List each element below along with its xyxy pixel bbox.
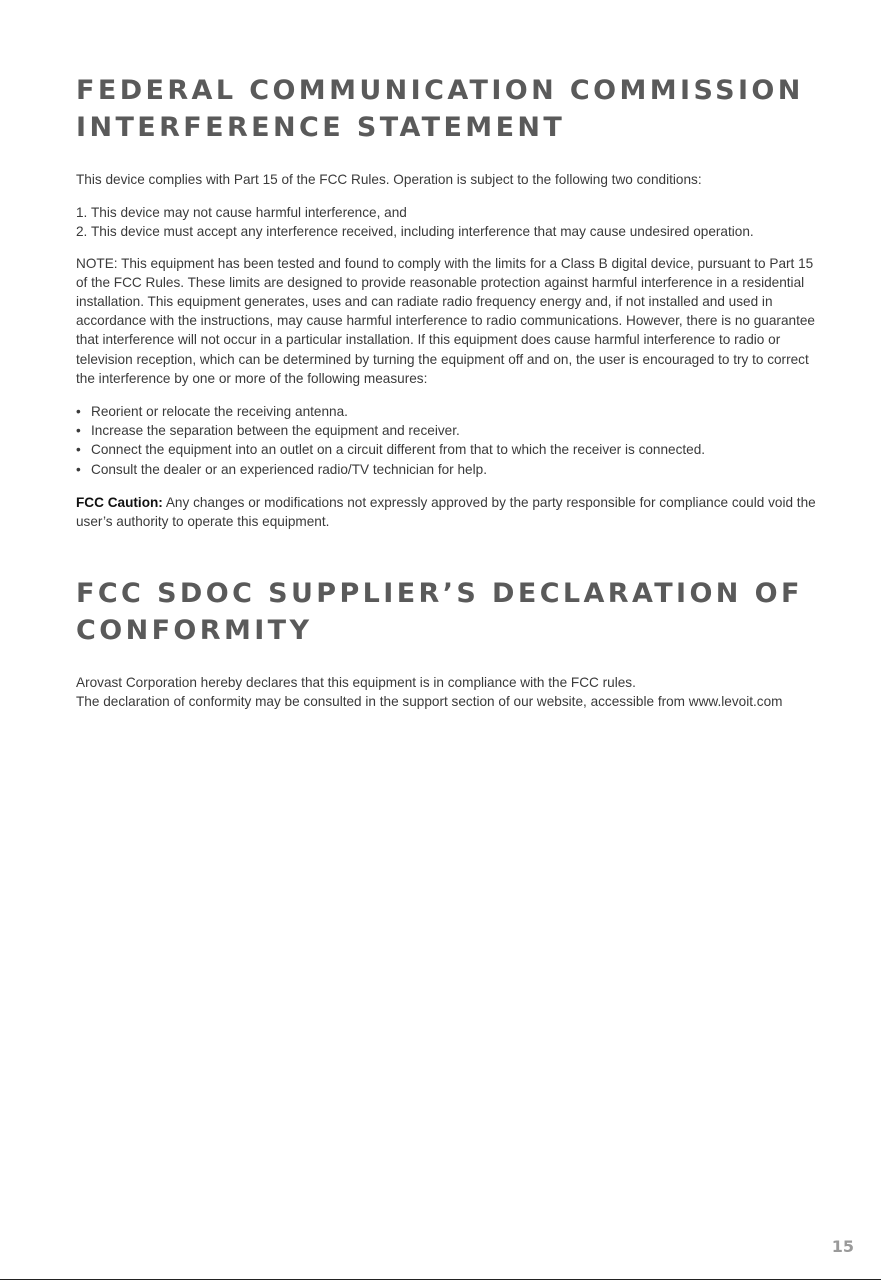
fcc-interference-heading [76, 72, 816, 146]
bullet-icon: • [76, 442, 81, 458]
measure-item [76, 460, 816, 479]
measure-text: Connect the equipment into an outlet on a circuit different from that to which the receiver is connected. [91, 442, 706, 458]
condition-number: 1. [76, 205, 88, 221]
measure-text: Reorient or relocate the receiving antenna. [91, 404, 348, 420]
condition-number: 2. [76, 224, 88, 240]
bottom-divider [0, 1279, 881, 1280]
bullet-icon: • [76, 423, 81, 439]
page-number: 15 [831, 1237, 854, 1256]
note-paragraph: NOTE: This equipment has been tested and found to comply with the limits for a Class B digital device, pursuant to Part 15 of the FCC Rules. These limits are designed to provide reasonable protection against harmful interference in a residential installation. This equipment generates, uses and can radiate radio frequency energy and, if not installed and used in accordance with the instructions, may cause harmful interference to radio communications. However, there is no guarantee that interference will not occur in a particular installation. If this equipment does cause harmful interference to radio or television reception, which can be determined by turning the equipment off and on, the user is encouraged to try to correct the interference by one or more of the following measures: [76, 255, 815, 386]
measure-text: Consult the dealer or an experienced radio/TV technician for help. [91, 461, 487, 477]
caution-text: Any changes or modifications not expressly approved by the party responsible for compliance could void the user’s authority to operate this equipment. [76, 494, 816, 530]
page-content [76, 72, 816, 712]
sdoc-paragraph [76, 673, 816, 711]
heading-line: CONFORMITY [76, 615, 313, 647]
caution-paragraph [76, 493, 816, 531]
measure-item [76, 421, 816, 440]
fcc-interference-section [76, 72, 816, 531]
heading-line: FCC SDOC SUPPLIER’S DECLARATION OF [76, 578, 803, 610]
measure-text: Increase the separation between the equipment and receiver. [91, 423, 460, 439]
heading-line: INTERFERENCE STATEMENT [76, 112, 566, 143]
sdoc-heading [76, 575, 816, 649]
heading-line: FEDERAL COMMUNICATION COMMISSION [76, 75, 804, 106]
condition-item [76, 203, 816, 222]
condition-text: This device must accept any interference received, including interference that may cause undesired operation. [91, 224, 754, 240]
bullet-icon: • [76, 461, 81, 477]
caution-label: FCC Caution: [76, 494, 163, 510]
sdoc-section [76, 575, 816, 711]
sdoc-line: Arovast Corporation hereby declares that this equipment is in compliance with the FCC rules. [76, 675, 636, 691]
bullet-icon: • [76, 404, 81, 420]
conditions-list [76, 203, 816, 241]
measures-list [76, 402, 816, 479]
sdoc-line: The declaration of conformity may be consulted in the support section of our website, accessible from www.levoit.com [76, 694, 783, 710]
measure-item [76, 402, 816, 421]
intro-paragraph: This device complies with Part 15 of the FCC Rules. Operation is subject to the following two conditions: [76, 172, 702, 187]
condition-text: This device may not cause harmful interference, and [91, 205, 407, 221]
condition-item [76, 222, 816, 241]
measure-item [76, 440, 816, 459]
